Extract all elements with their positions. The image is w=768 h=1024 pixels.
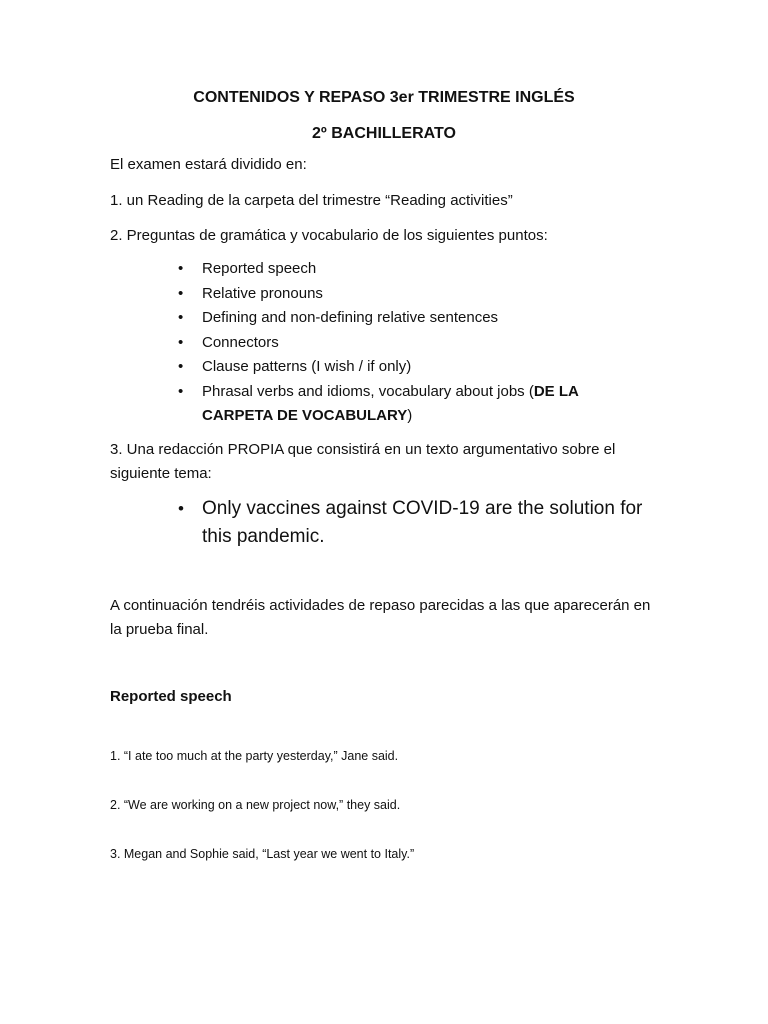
exercise-item: 1. “I ate too much at the party yesterday,” Jane said.	[110, 749, 399, 763]
last-item-close: )	[407, 407, 413, 424]
point-2-text: 2. Preguntas de gramática y vocabulario de los siguientes puntos:	[110, 227, 548, 244]
document-subtitle: 2º BACHILLERATO	[312, 125, 456, 142]
continuation-text: A continuación tendréis actividades de repaso parecidas a las que aparecerán en la prueba final.	[110, 597, 651, 638]
point-1-text: 1. un Reading de la carpeta del trimestre “Reading activities”	[110, 192, 513, 209]
last-item-bold: DE LA CARPETA DE VOCABULARY	[202, 382, 579, 424]
list-item: • Defining and non-defining relative sentences	[0, 306, 622, 331]
grammar-list	[0, 257, 622, 429]
section-heading: Reported speech	[110, 688, 232, 705]
exercise-item: 3. Megan and Sophie said, “Last year we went to Italy.”	[110, 847, 415, 861]
document-title: CONTENIDOS Y REPASO 3er TRIMESTRE INGLÉS	[193, 89, 575, 106]
exercise-item: 2. “We are working on a new project now,” they said.	[110, 798, 401, 812]
list-item: • Relative pronouns	[0, 282, 622, 307]
point-3-text: 3. Una redacción PROPIA que consistirá en un texto argumentativo sobre el siguiente tema:	[110, 441, 616, 482]
list-item: • Connectors	[0, 331, 622, 356]
essay-topic-list	[0, 495, 652, 551]
intro-text: El examen estará dividido en:	[110, 156, 307, 173]
list-item: • Reported speech	[0, 257, 622, 282]
list-item: • Clause patterns (I wish / if only)	[0, 355, 622, 380]
essay-topic: • Only vaccines against COVID-19 are the solution for this pandemic.	[0, 495, 652, 551]
last-item-text: Phrasal verbs and idioms, vocabulary about jobs (	[202, 382, 534, 400]
list-item	[0, 380, 622, 429]
